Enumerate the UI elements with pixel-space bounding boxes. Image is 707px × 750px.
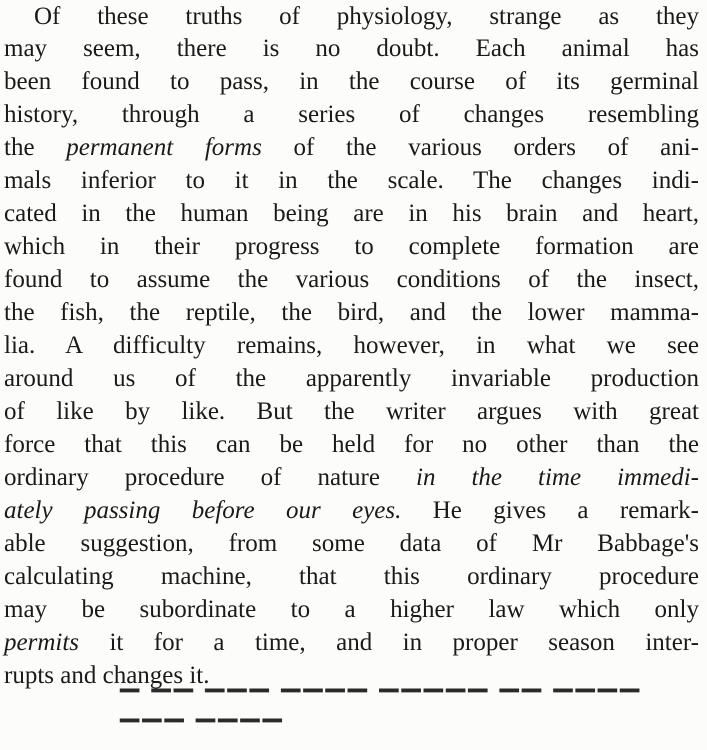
text-line: history, through a series of changes resembling — [4, 101, 699, 128]
text-line: the fish, the reptile, the bird, and the lower mamma- — [4, 299, 699, 326]
text-line: lia. A difficulty remains, however, in what we see — [4, 332, 699, 359]
text-line: cated in the human being are in his brain and heart, — [4, 200, 699, 227]
clipped-text-fragment: ▔ ▔▔ ▔▔▔ ▔▔▔▔ ▔▔▔▔▔ ▔▔ ▔▔▔▔ ▔▔▔ ▔▔▔▔ — [120, 691, 643, 748]
text-line: able suggestion, from some data of Mr Babbage's — [4, 530, 699, 557]
text-line: which in their progress to complete formation are — [4, 233, 699, 260]
text-line: ately passing before our eyes. He gives a remark- — [4, 497, 699, 524]
text-line: ordinary procedure of nature in the time immedi- — [4, 464, 700, 491]
italic-phrase: permanent forms — [66, 134, 262, 161]
text-line: permits it for a time, and in proper season inter- — [4, 629, 699, 656]
text-line: of like by like. But the writer argues with great — [4, 398, 699, 425]
text-line: may be subordinate to a higher law which only — [4, 596, 699, 623]
italic-phrase: ately passing before our eyes. — [4, 497, 402, 524]
clipped-next-line — [120, 690, 700, 748]
italic-phrase: in the time immedi- — [416, 464, 700, 491]
text-line: force that this can be held for no other than the — [4, 431, 699, 458]
text-line: calculating machine, that this ordinary procedure — [4, 563, 699, 590]
text-line: mals inferior to it in the scale. The changes indi- — [4, 167, 699, 194]
text-line: been found to pass, in the course of its germinal — [4, 68, 699, 95]
text-line: rupts and changes it. — [4, 662, 210, 689]
text-line: around us of the apparently invariable production — [4, 365, 699, 392]
text-line: the permanent forms of the various orders of ani- — [4, 134, 699, 161]
text-line: Of these truths of physiology, strange as they — [34, 3, 699, 30]
italic-phrase: permits — [4, 629, 79, 656]
text-line: found to assume the various conditions of the insect, — [4, 266, 699, 293]
text-line: may seem, there is no doubt. Each animal has — [4, 35, 699, 62]
